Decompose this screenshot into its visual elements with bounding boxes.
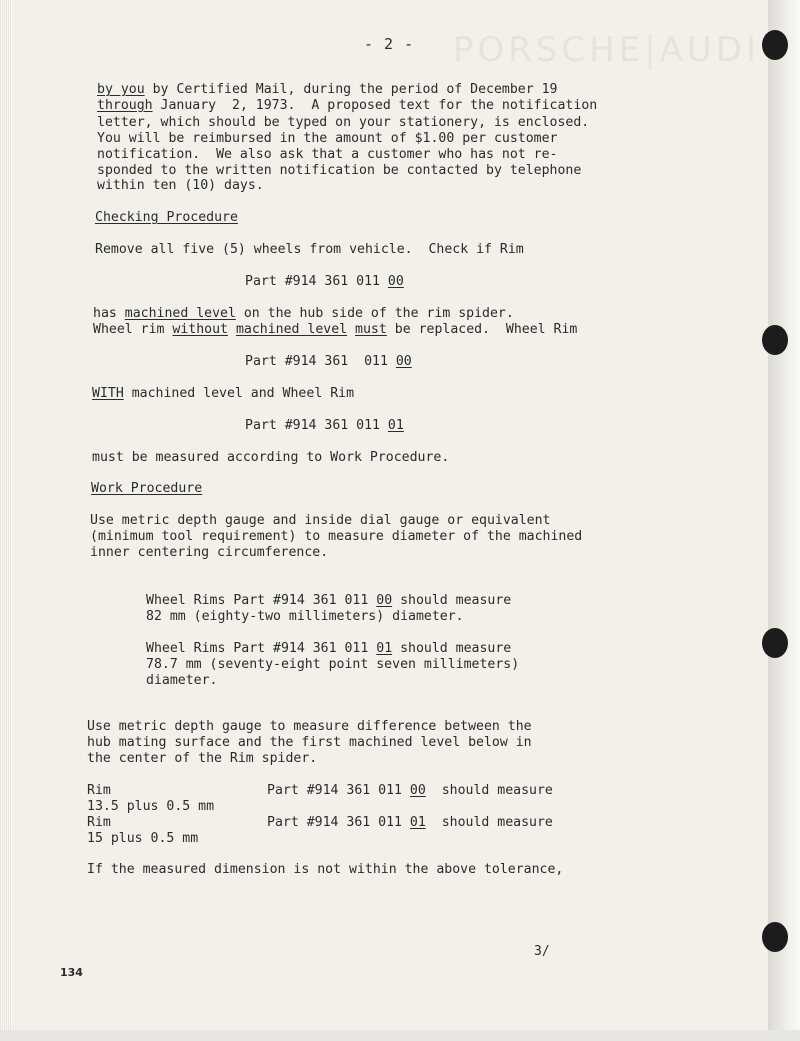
bottom-edge xyxy=(0,1030,800,1041)
intro-line: through January 2, 1973. A proposed text for the notification xyxy=(97,98,598,113)
body-line: Remove all five (5) wheels from vehicle. Check if Rim xyxy=(95,242,524,257)
binder-edge xyxy=(768,0,800,1041)
part-suffix: 00 xyxy=(387,274,404,289)
measure-line: 82 mm (eighty-two millimeters) diameter. xyxy=(146,609,464,624)
intro-line: You will be reimbursed in the amount of $1.00 per customer xyxy=(97,131,558,146)
part-number-line: Part #914 361 011 00 xyxy=(245,274,404,289)
rim-spec-line: Part #914 361 011 01 should measure xyxy=(267,815,553,830)
rim-value: 13.5 plus 0.5 mm xyxy=(87,799,215,814)
measure-line: diameter. xyxy=(146,673,218,688)
part-suffix: 01 xyxy=(376,641,393,656)
part-suffix: 00 xyxy=(409,783,426,798)
punch-hole xyxy=(762,30,788,60)
measure-line: 78.7 mm (seventy-eight point seven millimeters) xyxy=(146,657,520,672)
part-number-line: Part #914 361 011 01 xyxy=(245,418,404,433)
body-line: Use metric depth gauge and inside dial gauge or equivalent xyxy=(90,513,551,528)
body-line: Wheel rim without machined level must be replaced. Wheel Rim xyxy=(93,322,578,337)
intro-line: within ten (10) days. xyxy=(97,178,264,193)
rim-label: Rim xyxy=(87,815,111,830)
underlined-phrase: through xyxy=(97,98,153,113)
rim-label: Rim xyxy=(87,783,111,798)
measure-line: Wheel Rims Part #914 361 011 01 should measure xyxy=(146,641,512,656)
measure-line: Wheel Rims Part #914 361 011 00 should measure xyxy=(146,593,512,608)
body-line: Use metric depth gauge to measure difference between the xyxy=(87,719,532,734)
part-suffix: 00 xyxy=(376,593,393,608)
intro-line: by you by Certified Mail, during the period of December 19 xyxy=(97,82,558,97)
body-line: inner centering circumference. xyxy=(90,545,329,560)
intro-line: notification. We also ask that a customer who has not re- xyxy=(97,147,558,162)
part-number-line: Part #914 361 011 00 xyxy=(245,354,412,369)
body-line: has machined level on the hub side of the rim spider. xyxy=(93,306,514,321)
section-heading: Work Procedure xyxy=(91,481,203,496)
body-line: (minimum tool requirement) to measure diameter of the machined xyxy=(90,529,583,544)
body-line: the center of the Rim spider. xyxy=(87,751,318,766)
continued-marker: 3/ xyxy=(534,944,550,959)
body-line: If the measured dimension is not within the above tolerance, xyxy=(87,862,564,877)
body-line: WITH machined level and Wheel Rim xyxy=(92,386,355,401)
section-heading: Checking Procedure xyxy=(95,210,238,225)
intro-line: sponded to the written notification be contacted by telephone xyxy=(97,163,582,178)
punch-hole xyxy=(762,325,788,355)
punch-hole xyxy=(762,922,788,952)
part-suffix: 00 xyxy=(395,354,412,369)
page-number: - 2 - xyxy=(364,35,415,53)
body-line: must be measured according to Work Procedure. xyxy=(92,450,450,465)
underlined-phrase: by you xyxy=(97,82,145,97)
body-line: hub mating surface and the first machined level below in xyxy=(87,735,532,750)
part-suffix: 01 xyxy=(409,815,426,830)
rim-spec-line: Part #914 361 011 00 should measure xyxy=(267,783,553,798)
show-through-text: PORSCHE|AUDI xyxy=(452,30,760,70)
intro-line: letter, which should be typed on your stationery, is enclosed. xyxy=(97,115,590,130)
document-number: 134 xyxy=(60,966,83,979)
punch-hole xyxy=(762,628,788,658)
rim-value: 15 plus 0.5 mm xyxy=(87,831,199,846)
part-suffix: 01 xyxy=(387,418,404,433)
